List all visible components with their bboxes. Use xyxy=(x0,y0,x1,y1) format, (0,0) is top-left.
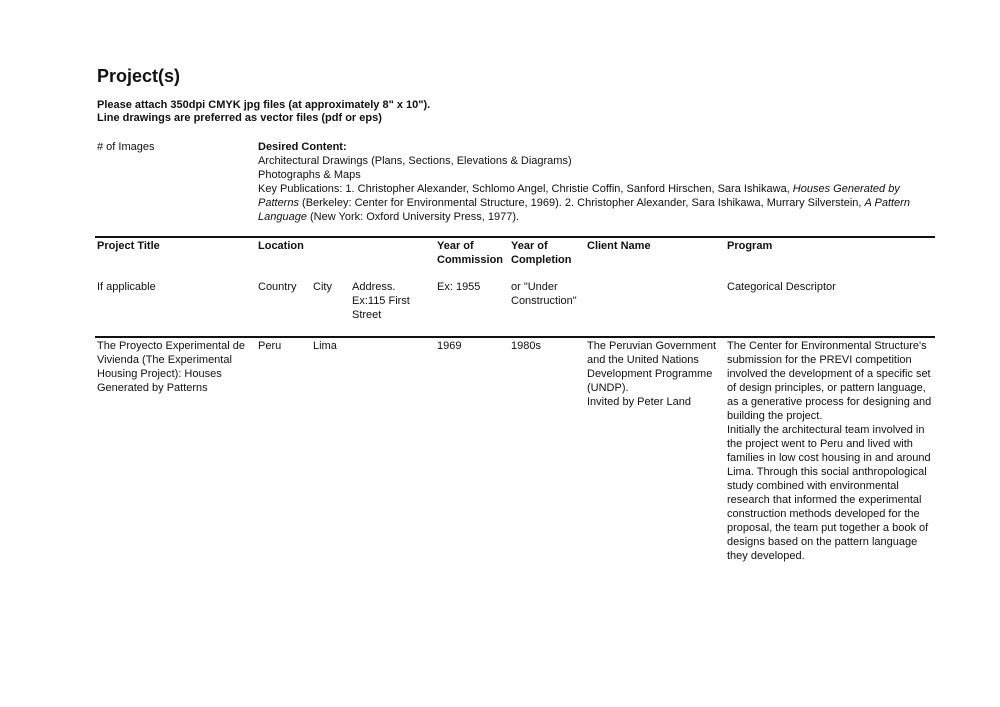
project-country-cell: Peru xyxy=(258,340,282,352)
pubs-title-1: Houses Generated by Patterns xyxy=(258,183,900,209)
desired-content-heading: Desired Content: xyxy=(258,141,347,153)
pubs-title-2: A Pattern Language xyxy=(258,197,910,223)
header-location: Location xyxy=(258,240,304,252)
header-year-completion xyxy=(511,239,572,267)
program-paragraph-2: Initially the architectural team involved in the project went to Peru and lived with families in low cost housing in and around Lima. Through this social anthropological study combined with environmental research that informed the experimental construction methods developed for the proposal, the team put together a book of designs based on the pattern language they developed. xyxy=(727,424,931,562)
project-program-cell xyxy=(727,339,933,563)
header-client-name: Client Name xyxy=(587,240,651,252)
row-separator-rule xyxy=(95,336,935,338)
header-year-completion-line2: Completion xyxy=(511,254,572,266)
project-commission-cell: 1969 xyxy=(437,340,462,352)
header-program: Program xyxy=(727,240,773,252)
program-paragraph-1: The Center for Environmental Structure's submission for the PREVI competition involved the development of a specific set of design principles, or pattern language, as a generative process for designing and building the project. xyxy=(727,340,932,422)
desired-item-photos: Photographs & Maps xyxy=(258,169,361,181)
project-title-cell: The Proyecto Experimental de Vivienda (The Experimental Housing Project): Houses Generated by Patterns xyxy=(97,340,245,394)
pubs-prefix: Key Publications: 1. Christopher Alexander, Schlomo Angel, Christie Coffin, Sanford Hirschen, Sara Ishikawa, xyxy=(258,183,793,195)
guide-completion: or "Under Construction" xyxy=(511,281,577,307)
project-city-cell: Lima xyxy=(313,340,337,352)
key-publications xyxy=(258,182,930,224)
header-top-rule xyxy=(95,236,935,238)
guide-commission: Ex: 1955 xyxy=(437,281,481,293)
images-label: # of Images xyxy=(97,141,155,153)
header-year-commission xyxy=(437,239,503,267)
project-client-cell: The Peruvian Government and the United Nations Development Programme (UNDP). Invited by Peter Land xyxy=(587,340,717,408)
guide-city: City xyxy=(313,281,332,293)
guide-country: Country xyxy=(258,281,297,293)
guide-address: Address. Ex:115 First Street xyxy=(352,281,410,321)
pubs-suffix: (New York: Oxford University Press, 1977). xyxy=(306,211,520,223)
pubs-mid: (Berkeley: Center for Environmental Structure, 1969). 2. Christopher Alexander, Sara Ishikawa, Murrary Silverstein, xyxy=(298,197,865,209)
project-completion-cell: 1980s xyxy=(511,340,541,352)
page-title: Project(s) xyxy=(97,66,181,86)
guide-program: Categorical Descriptor xyxy=(727,281,836,293)
header-project-title: Project Title xyxy=(97,240,160,252)
instruction-line-2: Line drawings are preferred as vector files (pdf or eps) xyxy=(97,112,382,124)
header-year-completion-line1: Year of xyxy=(511,240,548,252)
header-year-commission-line2: Commission xyxy=(437,254,504,266)
instruction-line-1: Please attach 350dpi CMYK jpg files (at approximately 8" x 10"). xyxy=(97,99,431,111)
guide-project-title: If applicable xyxy=(97,281,156,293)
header-year-commission-line1: Year of xyxy=(437,240,474,252)
desired-item-drawings: Architectural Drawings (Plans, Sections, Elevations & Diagrams) xyxy=(258,155,572,167)
desired-content xyxy=(258,140,930,224)
